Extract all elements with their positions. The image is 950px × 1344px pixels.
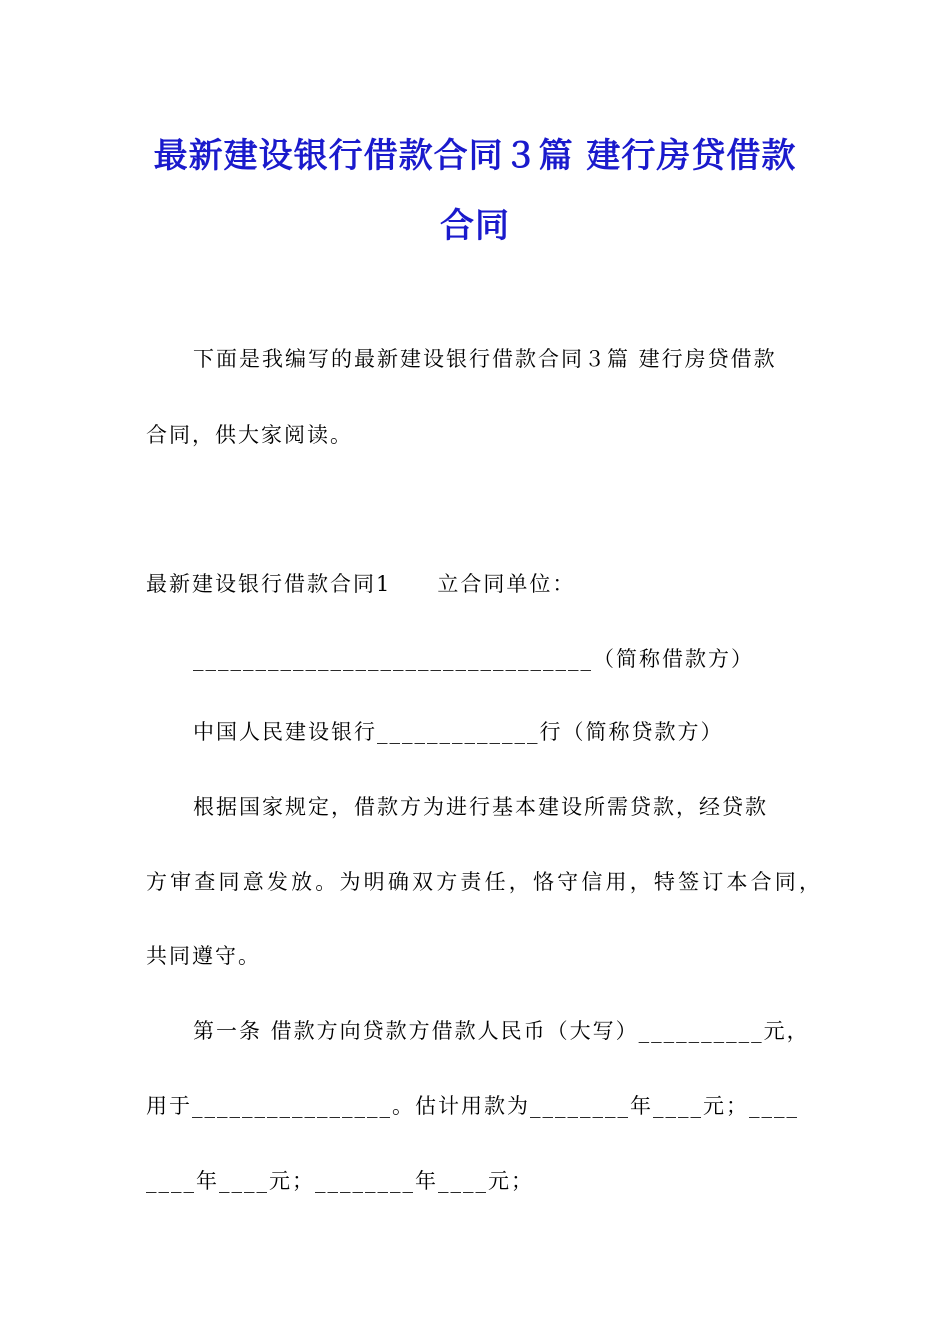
document-title-line-1: 最新建设银行借款合同３篇 建行房贷借款 xyxy=(153,136,797,176)
borrower-line: ________________________________（简称借款方） xyxy=(193,647,754,671)
article-one-line-1: 第一条 借款方向贷款方借款人民币（大写）__________元， xyxy=(193,1019,810,1043)
document-title-line-2: 合同 xyxy=(440,206,510,246)
basis-paragraph-line-1: 根据国家规定，借款方为进行基本建设所需贷款，经贷款 xyxy=(193,795,768,819)
article-one-line-3: ____年____元；________年____元； xyxy=(146,1169,534,1193)
lender-line: 中国人民建设银行_____________行（简称贷款方） xyxy=(193,720,724,744)
basis-paragraph-line-3: 共同遵守。 xyxy=(146,944,261,968)
section-heading: 最新建设银行借款合同1 立合同单位： xyxy=(146,572,576,596)
intro-paragraph-line-2: 合同，供大家阅读。 xyxy=(146,423,353,447)
basis-paragraph-line-2: 方审查同意发放。为明确双方责任，恪守信用，特签订本合同， xyxy=(146,870,820,894)
article-one-line-2: 用于________________。估计用款为________年____元；____ xyxy=(146,1094,799,1118)
intro-paragraph-line-1: 下面是我编写的最新建设银行借款合同３篇 建行房贷借款 xyxy=(193,347,777,371)
